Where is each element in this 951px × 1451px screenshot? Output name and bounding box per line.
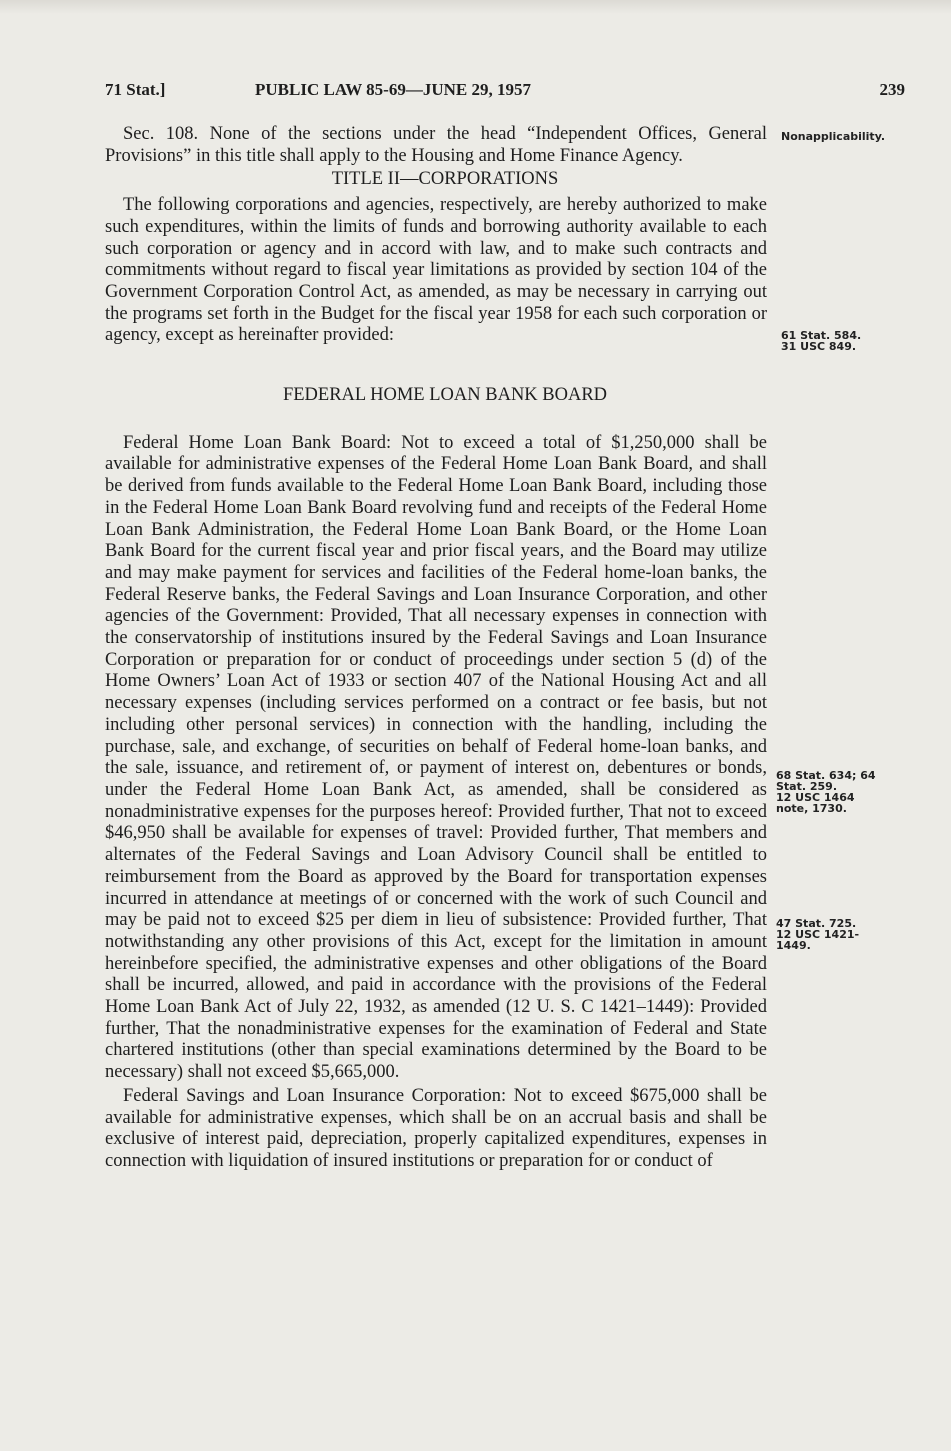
margin-note-47-stat: 47 Stat. 725. 12 USC 1421- 1449. — [776, 917, 860, 952]
margin-note-nonapplicability: Nonapplicability. — [781, 130, 886, 143]
page-number: 239 — [879, 80, 905, 99]
margin-note-68-stat: 68 Stat. 634; 64 Stat. 259. 12 USC 1464 note, 1730. — [776, 769, 876, 815]
scan-top-edge — [0, 0, 951, 14]
section-heading: FEDERAL HOME LOAN BANK BOARD — [282, 385, 608, 406]
body-text — [105, 124, 767, 1173]
statute-reference: 71 Stat.] — [105, 80, 166, 99]
fhlbb-paragraph: Federal Home Loan Bank Board: Not to exceed a total of $1,250,000 shall be available for administrative expenses of the Federal Home Loan Bank Board, and shall be derived from funds available to the Federal Home Loan Bank Board, including those in the Federal Home Loan Bank Board revolving fund and receipts of the Federal Home Loan Bank Administration, the Federal Home Loan Bank Board, or the Home Loan Bank Board for the current fiscal year and prior fiscal years, and the Board may utilize and may make payment for services and facilities of the Federal home-loan banks, the Federal Reserve banks, the Federal Savings and Loan Insurance Corporation, and other agencies of the Government: Provided, That all necessary expenses in connection with the conservatorship of institutions insured by the Federal Savings and Loan Insurance Corporation or preparation for or conduct of proceedings under section 5 (d) of the Home Owners’ Loan Act of 1933 or section 407 of the National Housing Act and all necessary expenses (including services performed on a contract or fee basis, but not including other personal services) in connection with the handling, including the purchase, sale, and exchange, of securities on behalf of Federal home-loan banks, and the sale, issuance, and retirement of, or payment of interest on, debentures or bonds, under the Federal Home Loan Bank Act, as amended, shall be considered as nonadministrative expenses for the purposes hereof: Provided further, That not to exceed $46,950 shall be available for expenses of travel: Provided further, That members and alternates of the Federal Savings and Loan Advisory Council shall be entitled to reimbursement from the Board as approved by the Board for transportation expenses incurred in attendance at meetings of or concerned with the work of such Council and may be paid not to exceed $25 per diem in lieu of subsistence: Provided further, That notwithstanding any other provisions of this Act, except for the limitation in amount hereinbefore specified, the administrative expenses and other obligations of the Board shall be incurred, allowed, and paid in accordance with the provisions of the Federal Home Loan Bank Act of July 22, 1932, as amended (12 U. S. C 1421–1449): Provided further, That the nonadministrative expenses for the examination of Federal and State chartered institutions (other than special examinations determined by the Board to be necessary) shall not exceed $5,665,000. — [105, 432, 767, 1083]
intro-paragraph: The following corporations and agencies, respectively, are hereby authorized to make such expenditures, within the limits of funds and borrowing authority available to each such corporation or agency and in accord with law, and to make such contracts and commitments without regard to fiscal year limitations as provided by section 104 of the Government Corporation Control Act, as amended, as may be necessary in carrying out the programs set forth in the Budget for the fiscal year 1958 for each such corporation or agency, except as hereinafter provided: — [105, 195, 767, 346]
page-header — [105, 80, 905, 108]
margin-note-61-stat: 61 Stat. 584. 31 USC 849. — [781, 329, 862, 353]
fslic-paragraph: Federal Savings and Loan Insurance Corporation: Not to exceed $675,000 shall be available for administrative expenses, which shall be on an accrual basis and shall be exclusive of interest paid, depreciation, properly capitalized expenditures, expenses in connection with liquidation of insured institutions or preparation for or conduct of — [105, 1085, 767, 1171]
section-108: Sec. 108. None of the sections under the head “Independent Offices, General Provisions” in this title shall apply to the Housing and Home Finance Agency. — [105, 124, 767, 166]
title-heading: TITLE II—CORPORATIONS — [331, 169, 559, 190]
running-head: PUBLIC LAW 85-69—JUNE 29, 1957 — [255, 80, 531, 99]
